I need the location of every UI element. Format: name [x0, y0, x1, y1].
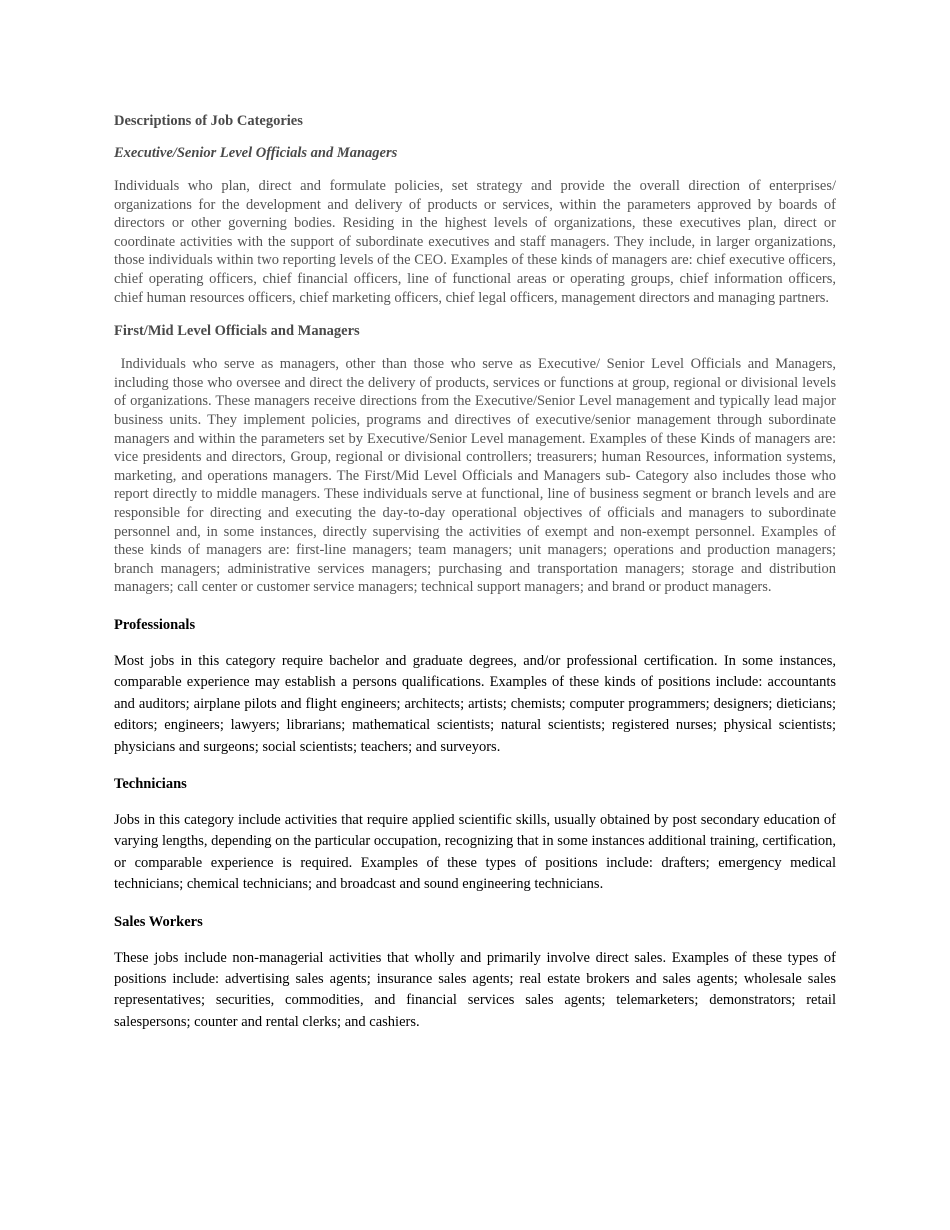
section-heading: First/Mid Level Officials and Managers — [114, 323, 360, 340]
section-professionals — [114, 616, 836, 758]
document-title: Descriptions of Job Categories — [114, 113, 303, 129]
section-heading: Technicians — [114, 775, 187, 792]
section-body: Most jobs in this category require bachelor and graduate degrees, and/or professional certification. In some instances, comparable experience may establish a persons qualifications. Examples of these kinds of positions include: accountants and auditors; airplane pilots and flight engineers; architects; artists; chemists; computer programmers; designers; dieticians; editors; engineers; lawyers; librarians; mathematical scientists; natural scientists; registered nurses; physical scientists; physicians and surgeons; social scientists; teachers; and surveyors. — [114, 652, 836, 755]
section-body: Individuals who serve as managers, other than those who serve as Executive/ Senior Level Officials and Managers, including those who oversee and direct the delivery of products, services or functions at group, regional or divisional levels of organizations. These managers receive directions from the Executive/Senior Level management and typically lead major business units. They implement policies, programs and directives of executive/senior management through subordinate managers and within the parameters set by Executive/Senior Level management. Examples of these Kinds of managers are: vice presidents and directors, Group, regional or divisional controllers; treasurers; human Resources, information systems, marketing, and operations managers. The First/Mid Level Officials and Managers sub- Category also includes those who report directly to middle managers. These individuals serve at functional, line of business segment or branch levels and are responsible for directing and executing the day-to-day operational objectives of officials and managers to subordinate personnel and, in some instances, directly supervising the activities of exempt and non-exempt personnel. Examples of these kinds of managers are: first-line managers; team managers; unit managers; operations and production managers; branch managers; administrative services managers; purchasing and transportation managers; storage and distribution managers; call center or customer service managers; technical support managers; and brand or product managers. — [114, 356, 840, 596]
section-executive-senior-managers — [114, 144, 836, 307]
section-technicians — [114, 775, 836, 896]
section-body: Individuals who plan, direct and formulate policies, set strategy and provide the overall direction of enterprises/ organizations for the development and delivery of products or services, within the parameters approved by boards of directors or other governing bodies. Residing in the highest levels of organizations, these executives plan, direct or coordinate activities with the support of subordinate executives and staff managers. They include, in larger organizations, those individuals within two reporting levels of the CEO. Examples of these kinds of managers are: chief executive officers, chief operating officers, chief financial officers, line of functional areas or operating groups, chief information officers, chief human resources officers, chief marketing officers, chief legal officers, management directors and managing partners. — [114, 178, 836, 306]
section-heading: Sales Workers — [114, 913, 203, 930]
document-page — [114, 112, 840, 1033]
section-sales-workers — [114, 913, 836, 1034]
section-heading: Professionals — [114, 616, 196, 633]
section-body: These jobs include non-managerial activities that wholly and primarily involve direct sales. Examples of these types of positions include: advertising sales agents; insurance sales agents; real estate brokers and sales agents; wholesale sales representatives; securities, commodities, and financial services sales agents; telemarketers; demonstrators; retail salespersons; counter and rental clerks; and cashiers. — [114, 949, 836, 1030]
section-first-mid-managers — [114, 322, 840, 597]
section-heading: Executive/Senior Level Officials and Managers — [114, 145, 398, 161]
section-body: Jobs in this category include activities that require applied scientific skills, usually obtained by post secondary education of varying lengths, depending on the particular occupation, recognizing that in some instances additional training, certification, or comparable experience is required. Examples of these types of positions include: drafters; emergency medical technicians; chemical technicians; and broadcast and sound engineering technicians. — [114, 811, 836, 893]
